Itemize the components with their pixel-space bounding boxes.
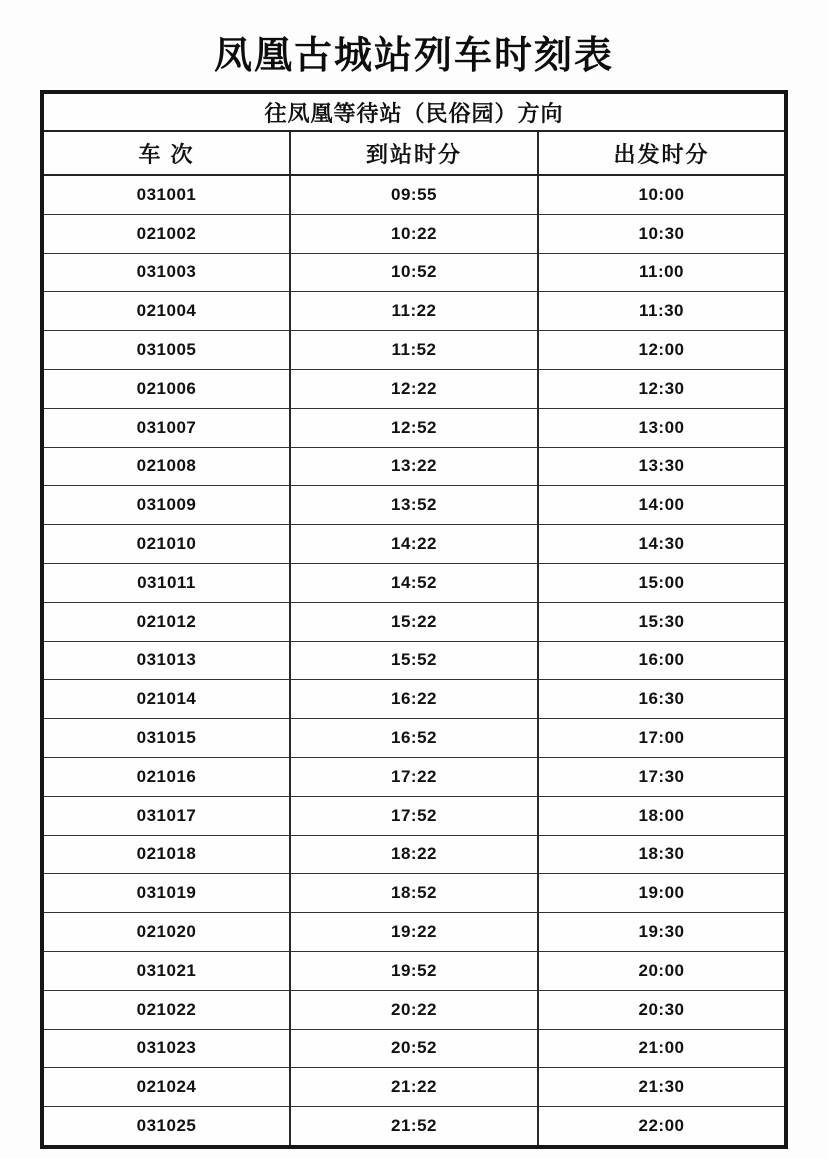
cell-departure-time: 14:30 bbox=[538, 525, 786, 564]
cell-departure-time: 11:30 bbox=[538, 292, 786, 331]
cell-train-no: 021022 bbox=[42, 990, 290, 1029]
cell-train-no: 021002 bbox=[42, 214, 290, 253]
cell-departure-time: 18:00 bbox=[538, 796, 786, 835]
cell-train-no: 031005 bbox=[42, 331, 290, 370]
cell-departure-time: 16:00 bbox=[538, 641, 786, 680]
cell-arrival-time: 18:52 bbox=[290, 874, 538, 913]
table-row bbox=[42, 175, 786, 214]
table-row bbox=[42, 408, 786, 447]
cell-departure-time: 19:30 bbox=[538, 913, 786, 952]
cell-departure-time: 21:30 bbox=[538, 1068, 786, 1107]
cell-arrival-time: 21:52 bbox=[290, 1107, 538, 1147]
table-row bbox=[42, 990, 786, 1029]
cell-arrival-time: 20:22 bbox=[290, 990, 538, 1029]
cell-train-no: 021024 bbox=[42, 1068, 290, 1107]
cell-train-no: 021020 bbox=[42, 913, 290, 952]
cell-arrival-time: 12:22 bbox=[290, 369, 538, 408]
col-header-arrival-time: 到站时分 bbox=[290, 131, 538, 175]
cell-train-no: 031021 bbox=[42, 951, 290, 990]
cell-train-no: 031003 bbox=[42, 253, 290, 292]
cell-departure-time: 12:30 bbox=[538, 369, 786, 408]
cell-arrival-time: 10:52 bbox=[290, 253, 538, 292]
cell-departure-time: 15:30 bbox=[538, 602, 786, 641]
cell-departure-time: 22:00 bbox=[538, 1107, 786, 1147]
cell-departure-time: 15:00 bbox=[538, 563, 786, 602]
cell-train-no: 031009 bbox=[42, 486, 290, 525]
cell-arrival-time: 10:22 bbox=[290, 214, 538, 253]
cell-arrival-time: 14:22 bbox=[290, 525, 538, 564]
cell-arrival-time: 13:52 bbox=[290, 486, 538, 525]
table-row bbox=[42, 796, 786, 835]
table-row bbox=[42, 253, 786, 292]
cell-departure-time: 20:30 bbox=[538, 990, 786, 1029]
cell-departure-time: 17:30 bbox=[538, 757, 786, 796]
table-row bbox=[42, 951, 786, 990]
cell-arrival-time: 18:22 bbox=[290, 835, 538, 874]
table-row bbox=[42, 1029, 786, 1068]
cell-train-no: 021016 bbox=[42, 757, 290, 796]
cell-arrival-time: 13:22 bbox=[290, 447, 538, 486]
table-row bbox=[42, 835, 786, 874]
table-row bbox=[42, 331, 786, 370]
cell-train-no: 021014 bbox=[42, 680, 290, 719]
cell-train-no: 021004 bbox=[42, 292, 290, 331]
timetable-body bbox=[42, 175, 786, 1147]
cell-arrival-time: 11:52 bbox=[290, 331, 538, 370]
table-row bbox=[42, 214, 786, 253]
table-row bbox=[42, 292, 786, 331]
cell-arrival-time: 19:22 bbox=[290, 913, 538, 952]
cell-train-no: 021012 bbox=[42, 602, 290, 641]
table-row bbox=[42, 1068, 786, 1107]
cell-departure-time: 18:30 bbox=[538, 835, 786, 874]
table-row bbox=[42, 1107, 786, 1147]
direction-header-row bbox=[42, 92, 786, 131]
table-row bbox=[42, 680, 786, 719]
table-row bbox=[42, 874, 786, 913]
table-row bbox=[42, 602, 786, 641]
cell-train-no: 031023 bbox=[42, 1029, 290, 1068]
table-row bbox=[42, 641, 786, 680]
cell-departure-time: 19:00 bbox=[538, 874, 786, 913]
cell-departure-time: 21:00 bbox=[538, 1029, 786, 1068]
cell-departure-time: 16:30 bbox=[538, 680, 786, 719]
table-row bbox=[42, 563, 786, 602]
cell-train-no: 031019 bbox=[42, 874, 290, 913]
table-row bbox=[42, 719, 786, 758]
cell-departure-time: 14:00 bbox=[538, 486, 786, 525]
cell-train-no: 021010 bbox=[42, 525, 290, 564]
cell-arrival-time: 11:22 bbox=[290, 292, 538, 331]
cell-arrival-time: 14:52 bbox=[290, 563, 538, 602]
table-row bbox=[42, 447, 786, 486]
cell-train-no: 021018 bbox=[42, 835, 290, 874]
column-header-row bbox=[42, 131, 786, 175]
table-row bbox=[42, 757, 786, 796]
cell-arrival-time: 09:55 bbox=[290, 175, 538, 214]
cell-arrival-time: 17:52 bbox=[290, 796, 538, 835]
cell-departure-time: 13:00 bbox=[538, 408, 786, 447]
cell-departure-time: 11:00 bbox=[538, 253, 786, 292]
cell-train-no: 031015 bbox=[42, 719, 290, 758]
cell-arrival-time: 19:52 bbox=[290, 951, 538, 990]
table-row bbox=[42, 525, 786, 564]
cell-arrival-time: 21:22 bbox=[290, 1068, 538, 1107]
cell-train-no: 021008 bbox=[42, 447, 290, 486]
cell-arrival-time: 12:52 bbox=[290, 408, 538, 447]
cell-train-no: 021006 bbox=[42, 369, 290, 408]
cell-departure-time: 10:00 bbox=[538, 175, 786, 214]
cell-arrival-time: 20:52 bbox=[290, 1029, 538, 1068]
cell-departure-time: 13:30 bbox=[538, 447, 786, 486]
cell-arrival-time: 15:22 bbox=[290, 602, 538, 641]
cell-arrival-time: 17:22 bbox=[290, 757, 538, 796]
cell-arrival-time: 16:22 bbox=[290, 680, 538, 719]
cell-train-no: 031017 bbox=[42, 796, 290, 835]
cell-train-no: 031001 bbox=[42, 175, 290, 214]
cell-train-no: 031025 bbox=[136, 1116, 197, 1136]
cell-departure-time: 17:00 bbox=[538, 719, 786, 758]
page-title: 凤凰古城站列车时刻表 bbox=[213, 35, 614, 77]
cell-arrival-time: 15:52 bbox=[290, 641, 538, 680]
col-header-departure-time: 出发时分 bbox=[538, 131, 786, 175]
col-header-train-no: 车 次 bbox=[42, 131, 290, 175]
cell-arrival-time: 16:52 bbox=[290, 719, 538, 758]
cell-departure-time: 12:00 bbox=[538, 331, 786, 370]
cell-train-no: 031011 bbox=[42, 563, 290, 602]
table-row bbox=[42, 913, 786, 952]
timetable bbox=[40, 90, 788, 1149]
cell-train-no: 031007 bbox=[42, 408, 290, 447]
cell-departure-time: 10:30 bbox=[538, 214, 786, 253]
table-row bbox=[42, 369, 786, 408]
table-row bbox=[42, 486, 786, 525]
direction-header: 往凤凰等待站（民俗园）方向 bbox=[42, 92, 786, 131]
cell-departure-time: 20:00 bbox=[538, 951, 786, 990]
cell-train-no: 031013 bbox=[42, 641, 290, 680]
